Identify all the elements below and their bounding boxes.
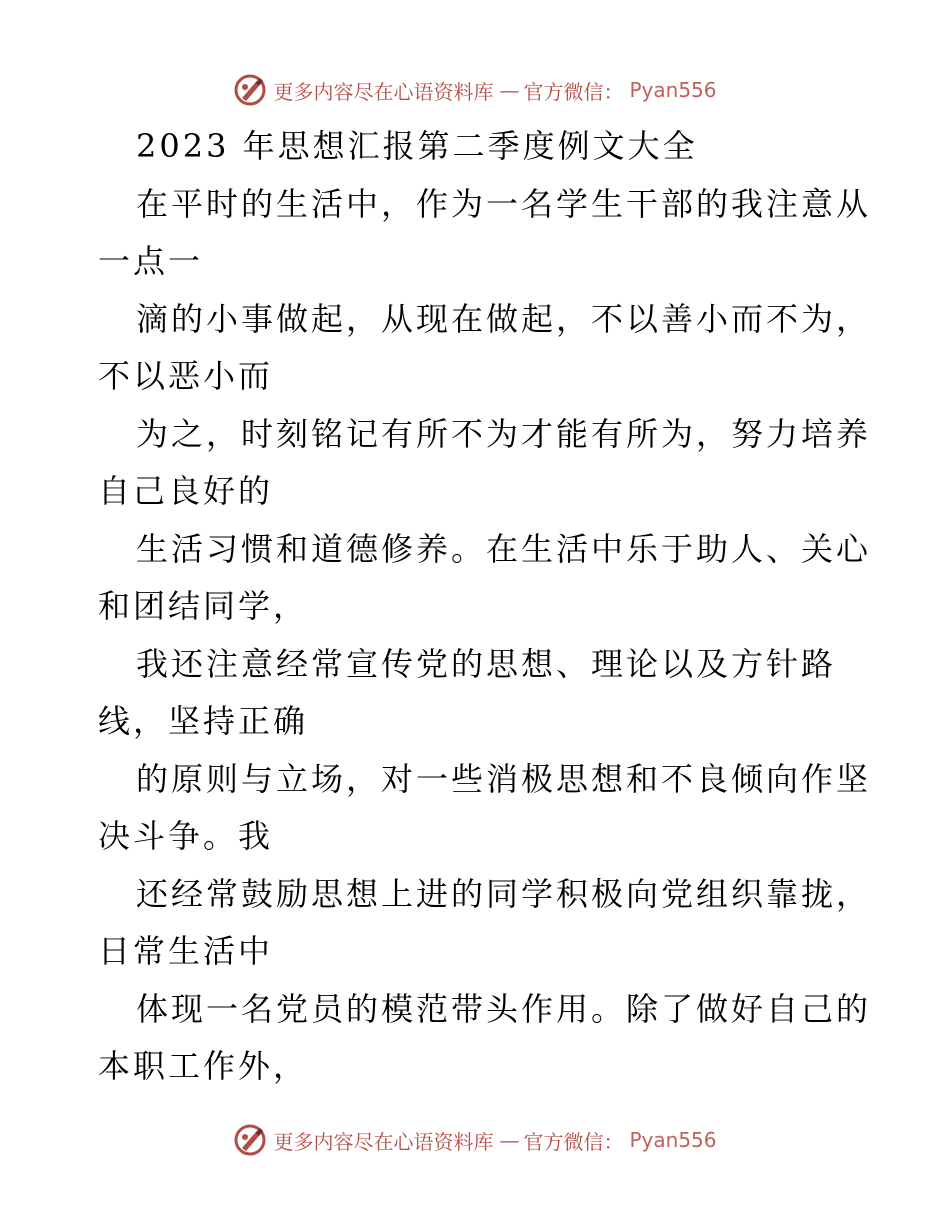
text-line: 为之，时刻铭记有所不为才能有所为，努力培养 [136,414,872,453]
banner-text: 更多内容尽在心语资料库 [273,79,494,104]
footer-banner-content [233,1123,716,1157]
text-line: 在平时的生活中，作为一名学生干部的我注意从 [136,184,872,223]
pen-logo-icon [233,73,267,107]
text-line: 日常生活中 [98,932,274,970]
banner-wechat-id: Pyan556 [629,78,717,102]
text-line: 滴的小事做起，从现在做起，不以善小而不为， [136,299,872,338]
pen-logo-icon [233,1123,267,1157]
text-line: 生活习惯和道德修养。在生活中乐于助人、关心 [136,529,872,568]
text-line: 自己良好的 [98,472,274,510]
text-line: 决斗争。我 [98,817,274,855]
document-title: 2023 年思想汇报第二季度例文大全 [136,127,698,165]
banner-text: 更多内容尽在心语资料库 [273,1129,494,1154]
header-banner-content [233,73,716,107]
text-line: 我还注意经常宣传党的思想、理论以及方针路 [136,644,837,683]
text-line: 本职工作外， [98,1047,309,1085]
text-line: 一点一 [98,242,204,280]
text-line: 不以恶小而 [98,357,274,395]
banner-dash: — [499,1128,518,1152]
footer-banner [0,1120,950,1160]
header-banner [0,70,950,110]
banner-dash: — [499,78,518,102]
document-body [98,118,872,1096]
text-line: 体现一名党员的模范带头作用。除了做好自己的 [136,989,872,1028]
banner-wechat-id: Pyan556 [629,1128,717,1152]
text-line: 的原则与立场，对一些消极思想和不良倾向作坚 [136,759,872,798]
banner-wechat-label: 官方微信： [523,1129,624,1154]
banner-wechat-label: 官方微信： [523,79,624,104]
text-line: 和团结同学， [98,587,309,625]
text-line: 线，坚持正确 [98,702,309,740]
text-line: 还经常鼓励思想上进的同学积极向党组织靠拢， [136,874,872,913]
